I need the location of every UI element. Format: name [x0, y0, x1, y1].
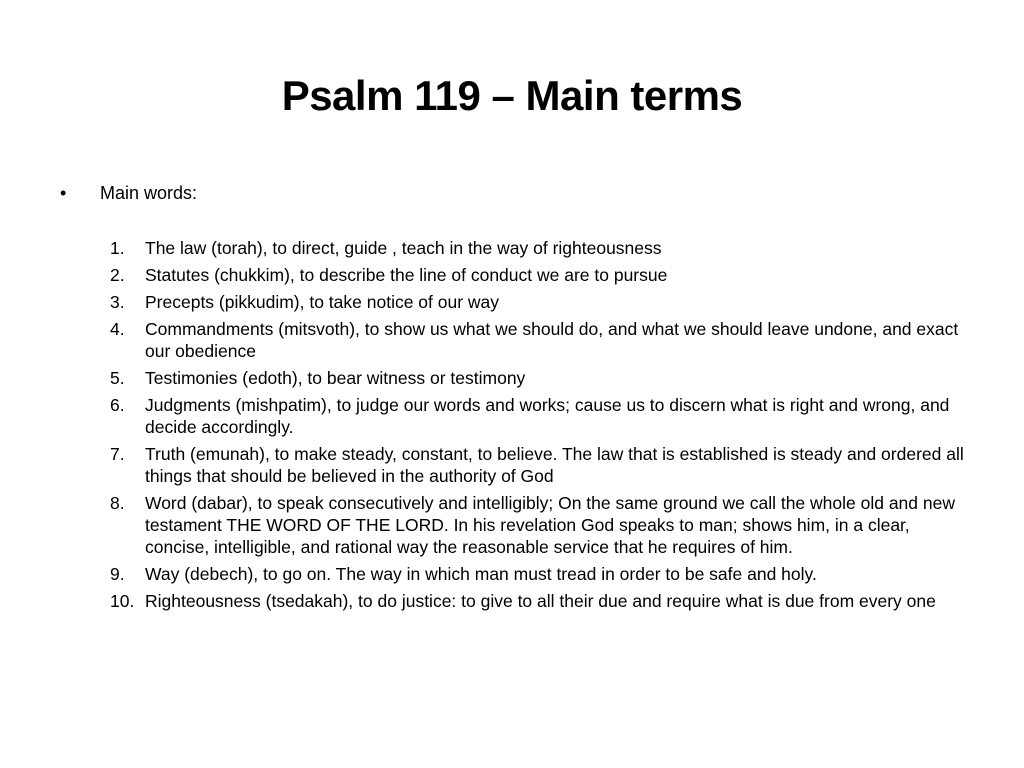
- item-text: Testimonies (edoth), to bear witness or testimony: [145, 368, 526, 388]
- item-number: 9.: [110, 564, 125, 584]
- list-item: [110, 443, 970, 487]
- item-text: Way (debech), to go on. The way in which man must tread in order to be safe and holy.: [145, 564, 817, 584]
- item-text: Judgments (mishpatim), to judge our words and works; cause us to discern what is right and wrong, and decide accordingly.: [145, 395, 950, 437]
- terms-list: [110, 237, 970, 617]
- item-number: 7.: [110, 444, 125, 464]
- item-text: Truth (emunah), to make steady, constant, to believe. The law that is established is steady and ordered all things that should be believed in the authority of God: [145, 444, 964, 486]
- item-text: Word (dabar), to speak consecutively and intelligibly; On the same ground we call the whole old and new testament THE WORD OF THE LORD. In his revelation God speaks to man; shows him, in a clear, concise, intelligible, and rational way the reasonable service that he requires of him.: [145, 493, 955, 557]
- list-item: [110, 394, 970, 438]
- list-item: [110, 237, 970, 259]
- list-item: [110, 264, 970, 286]
- item-number: 1.: [110, 238, 125, 258]
- list-item: [110, 318, 970, 362]
- item-number: 2.: [110, 265, 125, 285]
- item-number: 8.: [110, 493, 125, 513]
- item-text: Statutes (chukkim), to describe the line of conduct we are to pursue: [145, 265, 668, 285]
- bullet-icon: •: [60, 183, 67, 203]
- item-text: Commandments (mitsvoth), to show us what we should do, and what we should leave undone, and exact our obedience: [145, 319, 959, 361]
- item-number: 3.: [110, 292, 125, 312]
- item-text: Precepts (pikkudim), to take notice of our way: [145, 292, 500, 312]
- item-number: 4.: [110, 319, 125, 339]
- item-text: The law (torah), to direct, guide , teach in the way of righteousness: [145, 238, 662, 258]
- slide-title: Psalm 119 – Main terms: [281, 72, 743, 119]
- item-text: Righteousness (tsedakah), to do justice: to give to all their due and require what is due from every one: [145, 591, 936, 611]
- item-number: 10.: [110, 591, 135, 611]
- list-item: [110, 291, 970, 313]
- list-item: [110, 492, 970, 558]
- bullet-text: Main words:: [100, 183, 198, 203]
- list-item: [110, 367, 970, 389]
- item-number: 5.: [110, 368, 125, 388]
- item-number: 6.: [110, 395, 125, 415]
- list-item: [110, 563, 970, 585]
- list-item: [110, 590, 970, 612]
